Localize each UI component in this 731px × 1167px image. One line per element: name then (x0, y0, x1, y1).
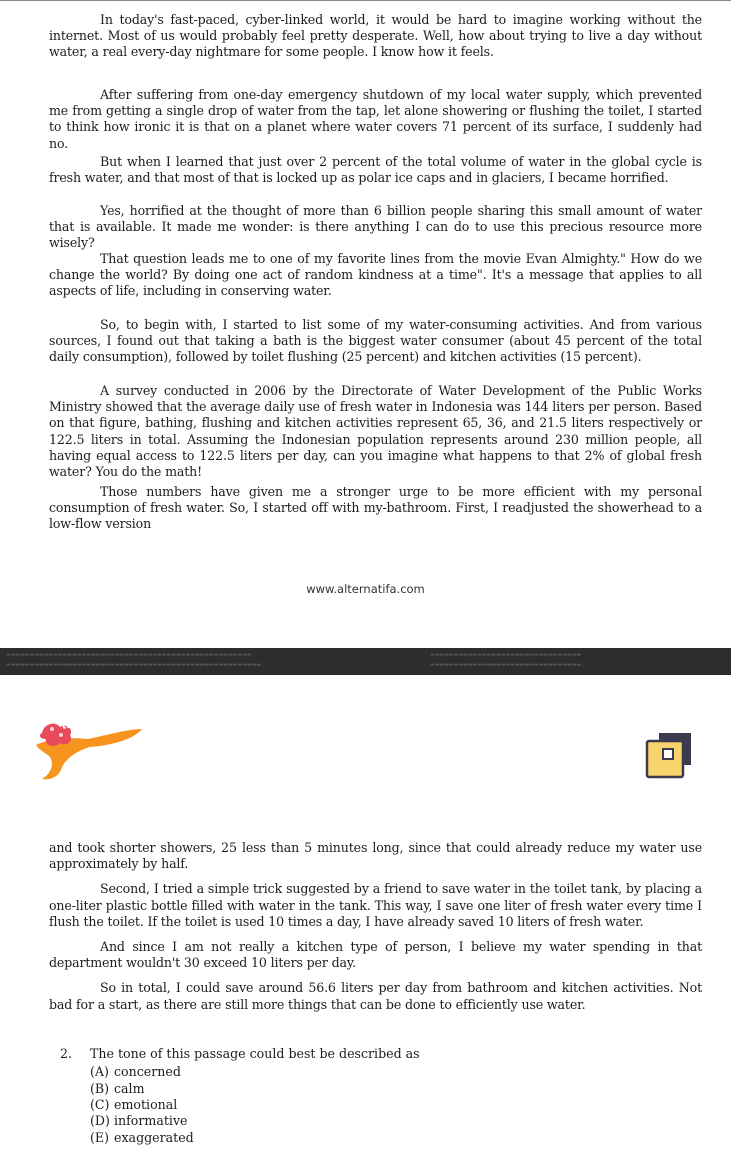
page-two-body (49, 840, 702, 1013)
paragraph-7: A survey conducted in 2006 by the Directorate of Water Development of the Public Works Ministry showed that the average daily use of fresh water in Indonesia was 144 liters per person. Based on that figure, bathing, flushing and kitchen activities represent 65, 36, and 21.5 liters respectively or 122.5 liters in total. Assuming the Indonesian population represents around 230 million people, all having equal access to 122.5 liters per day, can you imagine what happens to that 2% of global fresh water? You do the math! (49, 383, 702, 480)
option-b[interactable]: (B) calm (90, 1080, 145, 1096)
band-noise-left: ▬▬▬▬▬▬▬▬▬▬▬▬▬▬▬▬▬▬▬▬▬▬▬▬▬▬▬▬▬▬▬▬▬▬▬▬▬▬▬▬▬▬▬▬▬▬▬▬▬▬▬▬ (6, 652, 252, 658)
paragraph-1: In today's fast-paced, cyber-linked world, it would be hard to imagine working without the internet. Most of us would probably feel pretty desperate. Well, how about trying to live a day without water, a real every-day nightmare for some people. I know how it feels. (49, 12, 702, 60)
band-noise-left-2: ▬▬▬▬▬▬▬▬▬▬▬▬▬▬▬▬▬▬▬▬▬▬▬▬▬▬▬▬▬▬▬▬▬▬▬▬▬▬▬▬▬▬▬▬▬▬▬▬▬▬▬▬▬▬ (6, 662, 262, 668)
logo-text: tamansiswa (61, 711, 129, 732)
paragraph-2: After suffering from one-day emergency shutdown of my local water supply, which prevented me from getting a single drop of water from the tap, let alone showering or flushing the toilet, I started to think how ironic it is that on a planet where water covers 71 percent of its surface, I suddenly had no. (49, 87, 702, 151)
page-separator-band (0, 648, 731, 675)
answer-options (90, 1064, 660, 1146)
question-text: The tone of this passage could best be described as (90, 1046, 420, 1061)
band-noise-right: ▬▬▬▬▬▬▬▬▬▬▬▬▬▬▬▬▬▬▬▬▬▬▬▬▬▬▬▬▬▬▬▬ (430, 652, 582, 658)
paragraph-continued: and took shorter showers, 25 less than 5 minutes long, since that could already reduce my water use approximately by half. (49, 840, 702, 872)
paragraph-kitchen: And since I am not really a kitchen type of person, I believe my water spending in that department wouldn't 30 exceed 10 liters per day. (49, 939, 702, 971)
question-2 (60, 1046, 660, 1146)
paragraph-6: So, to begin with, I started to list some of my water-consuming activities. And from various sources, I found out that taking a bath is the biggest water consumer (about 45 percent of the total daily consumption), followed by toilet flushing (25 percent) and kitchen activities (15 percent). (49, 317, 702, 365)
question-number: 2. (60, 1046, 73, 1061)
question-stem (60, 1046, 660, 1062)
paragraph-4: Yes, horrified at the thought of more than 6 billion people sharing this small amount of water that is available. It made me wonder: is there anything I can do to use this precious resource more wisely? (49, 203, 702, 251)
option-e[interactable]: (E) exaggerated (90, 1129, 194, 1145)
paragraph-total: So in total, I could save around 56.6 liters per day from bathroom and kitchen activities. Not bad for a start, as there are still more things that can be done to efficiently use water. (49, 980, 702, 1012)
top-rule (0, 0, 731, 1)
bookmark-square-icon (645, 731, 693, 779)
footer-url: www.alternatifa.com (306, 582, 425, 596)
paragraph-5: That question leads me to one of my favorite lines from the movie Evan Almighty." How do we change the world? By doing one act of random kindness at a time". It's a message that applies to all aspects of life, including in conserving water. (49, 251, 702, 299)
paragraph-8: Those numbers have given me a stronger urge to be more efficient with my personal consumption of fresh water. So, I started off with my-bathroom. First, I readjusted the showerhead to a low-flow version (49, 484, 702, 532)
band-noise-right-2: ▬▬▬▬▬▬▬▬▬▬▬▬▬▬▬▬▬▬▬▬▬▬▬▬▬▬▬▬▬▬▬▬ (430, 662, 582, 668)
option-c[interactable]: (C) emotional (90, 1097, 178, 1113)
option-d[interactable]: (D) informative (90, 1113, 188, 1129)
paragraph-3: But when I learned that just over 2 percent of the total volume of water in the global cycle is fresh water, and that most of that is locked up as polar ice caps and in glaciers, I became horrified. (49, 154, 702, 186)
option-a[interactable]: (A) concerned (90, 1064, 181, 1080)
paragraph-toilet-tank: Second, I tried a simple trick suggested by a friend to save water in the toilet tank, by placing a one-liter plastic bottle filled with water in the tank. This way, I save one liter of fresh water every time I flush the toilet. If the toilet is used 10 times a day, I have already saved 10 liters of fresh water. (49, 881, 702, 929)
